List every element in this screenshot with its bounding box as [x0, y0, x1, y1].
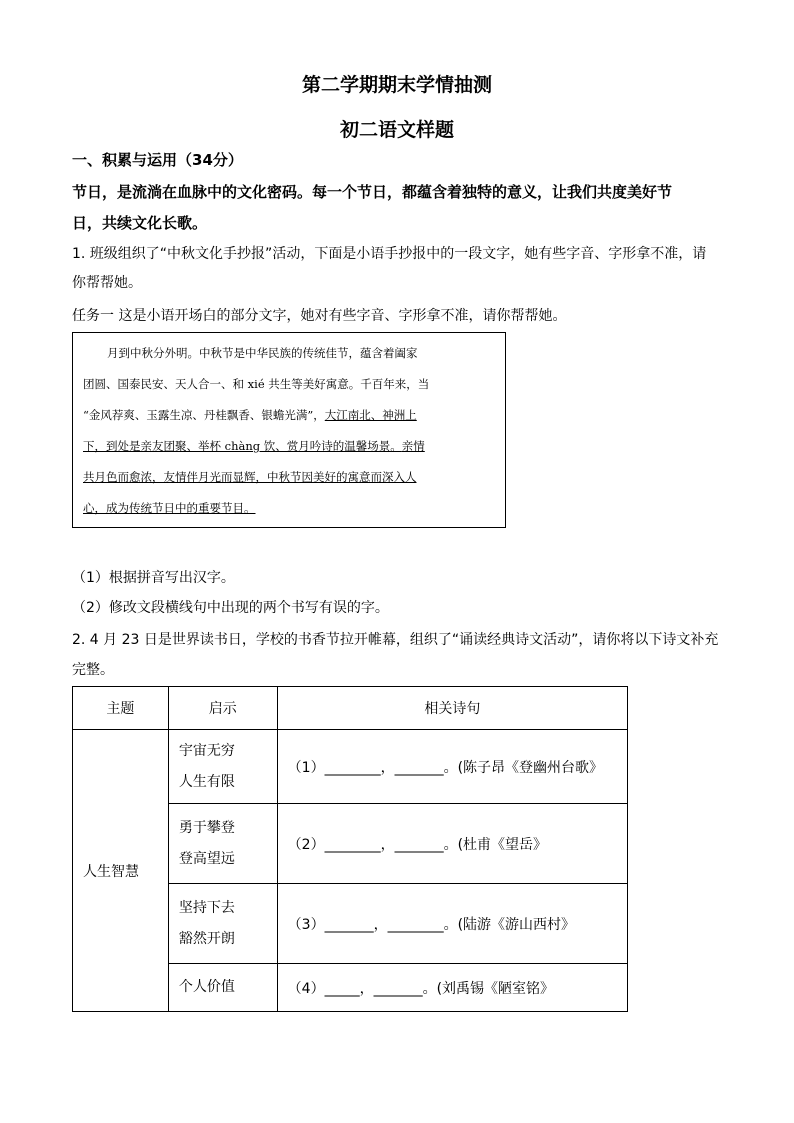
passage-line-6: 心，成为传统节日中的重要节目。 [83, 501, 256, 515]
passage-line-2: 团圆、国泰民安、天人合一、和 xié 共生等美好寓意。千百年来，当 [83, 377, 430, 391]
passage-line-5: 共月色而愈浓，友情伴月光而显辉，中秋节因美好的寓意而深入人 [83, 470, 417, 484]
hint-cell [168, 964, 277, 1012]
intro-line-2: 日，共续文化长歌。 [72, 214, 208, 232]
header-verse: 相关诗句 [277, 687, 627, 730]
task-one: 任务一 这是小语开场白的部分文字，她对有些字音、字形拿不准，请你帮帮她。 [72, 308, 567, 324]
table-row [73, 730, 628, 804]
question-2-line-1: 2. 4 月 23 日是世界读书日，学校的书香节拉开帷幕，组织了“诵读经典诗文活动”，请你将以下诗文补充 [72, 632, 719, 648]
page-subtitle: 初二语文样题 [339, 119, 454, 141]
passage-line-3-underlined: 大江南北、神洲上 [324, 408, 417, 422]
hint-line-2: 登高望远 [178, 850, 235, 867]
hint-cell [168, 804, 277, 884]
header-theme: 主题 [73, 687, 169, 730]
sub-question-2: （2）修改文段横线句中出现的两个书写有误的字。 [72, 600, 389, 616]
section-heading: 一、积累与运用（34分） [72, 151, 243, 169]
passage-line-4-underlined-b: 亲情 [401, 439, 425, 453]
page-title: 第二学期期末学情抽测 [301, 74, 492, 96]
question-1-line-2: 你帮帮她。 [72, 275, 142, 291]
sub-question-1: （1）根据拼音写出汉字。 [72, 570, 235, 586]
hint-line-1: 坚持下去 [178, 899, 235, 916]
hint-line-1: 宇宙无穷 [178, 742, 235, 759]
hint-cell [168, 884, 277, 964]
hint-line-2: 人生有限 [178, 773, 235, 790]
passage-line-4 [83, 438, 425, 454]
intro-line-1: 节日，是流淌在血脉中的文化密码。每一个节日，都蕴含着独特的意义，让我们共度美好节 [72, 183, 673, 201]
table-header-row [73, 687, 628, 730]
passage-line-4-underlined: 下，到处是亲友团聚、举杯 chàng 饮、赏月吟诗的温馨场景。 [83, 439, 402, 453]
verse-cell: （2）________，_______。(杜甫《望岳》 [277, 804, 627, 884]
verse-cell: （1）________，_______。(陈子昂《登幽州台歌》 [277, 730, 627, 804]
question-2-line-2: 完整。 [72, 662, 114, 678]
hint-line-2: 豁然开朗 [178, 930, 235, 947]
passage-line-3-plain: “金风荐爽、玉露生凉、丹桂飘香、银蟾光满”， [83, 408, 325, 422]
passage-box [72, 332, 506, 528]
poem-table [72, 686, 628, 1012]
hint-line-1: 勇于攀登 [178, 819, 235, 836]
header-hint: 启示 [168, 687, 277, 730]
hint-cell [168, 730, 277, 804]
verse-cell: （3）_______，________。(陆游《游山西村》 [277, 884, 627, 964]
question-1-line-1: 1. 班级组织了“中秋文化手抄报”活动，下面是小语手抄报中的一段文字，她有些字音、字形拿不准，请 [72, 246, 707, 262]
hint-line-1: 个人价值 [178, 979, 235, 995]
passage-line-1: 月到中秋分外明。中秋节是中华民族的传统佳节，蕴含着阖家 [107, 346, 418, 360]
passage-line-3 [83, 407, 417, 423]
verse-cell: （4）_____，_______。(刘禹锡《陋室铭》 [277, 964, 627, 1012]
theme-cell: 人生智慧 [73, 730, 169, 1012]
